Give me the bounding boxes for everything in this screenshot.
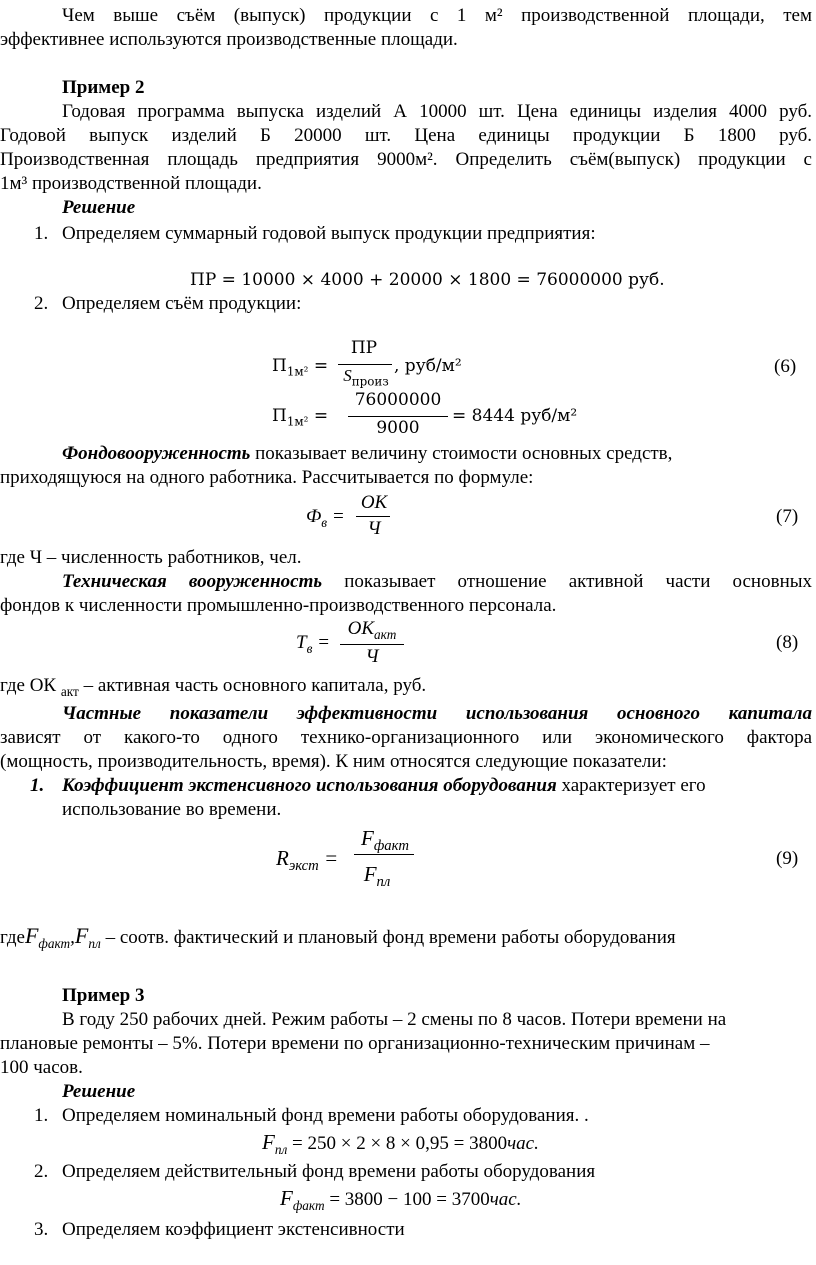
formula-6b-numerator: 76000000 bbox=[354, 390, 442, 410]
formula-8-lhs: $Т_в$ = bbox=[296, 632, 330, 656]
formula-7-number: (7) bbox=[776, 506, 799, 527]
example-3-line-1: В году 250 рабочих дней. Режим работы – 2 смены по 8 часов. Потери времени на bbox=[62, 1009, 727, 1030]
formula-9-denominator: $F_{пл}$ bbox=[363, 862, 391, 891]
example-3-line-3: 100 часов. bbox=[0, 1057, 83, 1078]
fond-where: где Ч – численность работников, чел. bbox=[0, 547, 302, 568]
formula-fpl: $F_{пл} = 250 \times 2 \times 8 \times 0,95 = 3800час$. bbox=[262, 1130, 539, 1157]
example-3-title: Пример 3 bbox=[62, 985, 145, 1006]
example-2-title: Пример 2 bbox=[62, 77, 145, 98]
partial-where: $гдеF_{факт},F_{пл}$ – соотв. фактический и плановый фонд времени работы оборудования bbox=[0, 923, 676, 951]
partial-line-4: Коэффициент экстенсивного использования оборудования характеризует его bbox=[62, 775, 706, 796]
formula-6-lhs: $П_{1м^2}$ = bbox=[272, 356, 329, 379]
formula-6-fraction-bar bbox=[338, 364, 392, 365]
formula-7-numerator: ОК bbox=[360, 492, 388, 513]
example-3-step-2: Определяем действительный фонд времени работы оборудования bbox=[62, 1161, 596, 1182]
formula-7-fraction-bar bbox=[356, 516, 390, 517]
example-3-step-2-number: 2. bbox=[34, 1161, 49, 1182]
example-2-step-2: Определяем съём продукции: bbox=[62, 293, 302, 314]
example-2-line-3: Производственная площадь предприятия 9000м². Определить съём(выпуск) продукции с bbox=[0, 149, 812, 170]
formula-6b-fraction-bar bbox=[348, 416, 448, 417]
formula-9-fraction-bar bbox=[354, 854, 414, 855]
formula-pr: ПР = 10000 × 4000 + 20000 × 1800 = 76000000 руб. bbox=[190, 270, 665, 290]
formula-8-number: (8) bbox=[776, 632, 799, 653]
example-3-step-1: Определяем номинальный фонд времени работы оборудования. . bbox=[62, 1105, 589, 1126]
partial-item-number: 1. bbox=[30, 775, 45, 796]
example-2-step-1-number: 1. bbox=[34, 223, 49, 244]
example-3-line-2: плановые ремонты – 5%. Потери времени по организационно-техническим причинам – bbox=[0, 1033, 710, 1054]
formula-6b-denominator: 9000 bbox=[376, 418, 420, 438]
formula-6-denominator: $S_{произ}$ bbox=[343, 366, 389, 389]
formula-6-numerator: ПР bbox=[350, 338, 378, 358]
example-2-step-2-number: 2. bbox=[34, 293, 49, 314]
formula-ffact: $F_{факт} = 3800 - 100 = 3700час$. bbox=[280, 1186, 522, 1213]
example-3-solution: Решение bbox=[62, 1081, 136, 1102]
formula-6b-result: = 8444 руб/м² bbox=[452, 406, 578, 426]
formula-9-lhs: $R_{экст}$ = bbox=[276, 846, 339, 875]
formula-8-numerator: $ОК_{акт}$ bbox=[347, 618, 397, 642]
tech-where: где ОК $_{акт}$ – активная часть основного капитала, руб. bbox=[0, 675, 427, 699]
formula-9-number: (9) bbox=[776, 848, 799, 869]
fond-line-2: приходящуюся на одного работника. Рассчитывается по формуле: bbox=[0, 467, 534, 488]
formula-6-number: (6) bbox=[774, 356, 797, 377]
example-2-solution: Решение bbox=[62, 197, 136, 218]
formula-6-unit: , руб/м² bbox=[394, 356, 462, 376]
formula-7-denominator: Ч bbox=[367, 518, 381, 539]
partial-line-2: зависят от какого-то одного технико-организационного или экономического фактора bbox=[0, 727, 812, 748]
formula-8-fraction-bar bbox=[340, 644, 404, 645]
formula-8-denominator: Ч bbox=[365, 646, 379, 667]
example-3-step-3: Определяем коэффициент экстенсивности bbox=[62, 1219, 405, 1240]
example-2-line-2: Годовой выпуск изделий Б 20000 шт. Цена единицы продукции Б 1800 руб. bbox=[0, 125, 812, 146]
example-3-step-3-number: 3. bbox=[34, 1219, 49, 1240]
intro-line-1: Чем выше съём (выпуск) продукции с 1 м² производственной площади, тем bbox=[62, 5, 812, 26]
example-3-step-1-number: 1. bbox=[34, 1105, 49, 1126]
example-2-step-1: Определяем суммарный годовой выпуск продукции предприятия: bbox=[62, 223, 596, 244]
fond-line-1: Фондовооруженность показывает величину стоимости основных средств, bbox=[62, 443, 673, 464]
formula-6b-lhs: $П_{1м^2}$ = bbox=[272, 406, 329, 429]
example-2-line-4: 1м³ производственной площади. bbox=[0, 173, 262, 194]
formula-7-lhs: $Ф_в$ = bbox=[306, 506, 345, 530]
partial-line-3: (мощность, производительность, время). К ним относятся следующие показатели: bbox=[0, 751, 667, 772]
partial-line-1: Частные показатели эффективности использования основного капитала bbox=[62, 703, 812, 724]
formula-9-numerator: $F_{факт}$ bbox=[361, 826, 409, 855]
example-2-line-1: Годовая программа выпуска изделий А 10000 шт. Цена единицы изделия 4000 руб. bbox=[62, 101, 812, 122]
intro-line-2: эффективнее используются производственные площади. bbox=[0, 29, 458, 50]
tech-line-2: фондов к численности промышленно-производственного персонала. bbox=[0, 595, 557, 616]
tech-line-1: Техническая вооруженность показывает отношение активной части основных bbox=[62, 571, 813, 592]
partial-line-5: использование во времени. bbox=[62, 799, 282, 820]
